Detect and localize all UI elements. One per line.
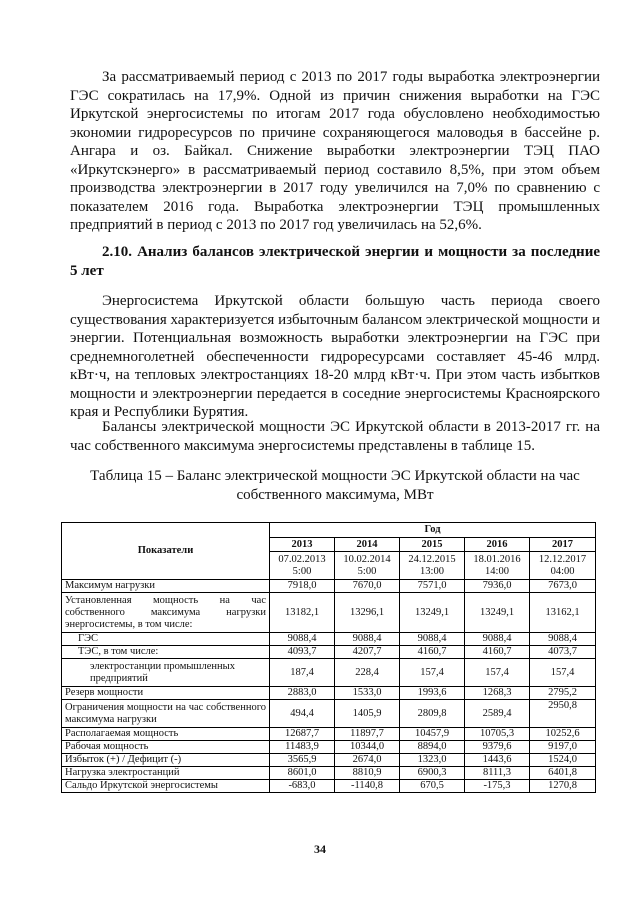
row-label: ГЭС (62, 633, 270, 646)
row-label: ТЭС, в том числе: (62, 646, 270, 659)
cell: 2674,0 (335, 754, 400, 767)
header-year: Год (270, 523, 596, 538)
cell: 8810,9 (335, 767, 400, 780)
table-row (62, 728, 596, 741)
row-label: Рабочая мощность (62, 741, 270, 754)
year-2013: 2013 (270, 538, 335, 552)
cell: 9088,4 (465, 633, 530, 646)
cell: 7936,0 (465, 580, 530, 593)
cell: 13249,1 (400, 593, 465, 633)
header-indicators: Показатели (62, 523, 270, 580)
row-label: Установленная мощность на час собственного максимума нагрузки энергосистемы, в том числе: (62, 593, 270, 633)
cell: -683,0 (270, 780, 335, 793)
cell: 8111,3 (465, 767, 530, 780)
row-label: Сальдо Иркутской энергосистемы (62, 780, 270, 793)
cell: 1533,0 (335, 687, 400, 700)
table-row (62, 700, 596, 728)
cell: 7673,0 (530, 580, 596, 593)
cell: 9197,0 (530, 741, 596, 754)
cell: 11483,9 (270, 741, 335, 754)
cell: 9088,4 (335, 633, 400, 646)
table-row (62, 687, 596, 700)
cell: 494,4 (270, 700, 335, 728)
cell: 228,4 (335, 659, 400, 687)
cell: 1405,9 (335, 700, 400, 728)
paragraph-table-reference: Балансы электрической мощности ЭС Иркутской области в 2013-2017 гг. на час собственного максимума энергосистемы представлены в таблице 15. (70, 419, 600, 454)
power-balance-table (61, 522, 596, 793)
table-row (62, 593, 596, 633)
page-number: 34 (314, 842, 326, 856)
cell: 1524,0 (530, 754, 596, 767)
cell: 8601,0 (270, 767, 335, 780)
cell: 9088,4 (270, 633, 335, 646)
cell: 7571,0 (400, 580, 465, 593)
cell: 2883,0 (270, 687, 335, 700)
peak-date-2014: 10.02.2014 5:00 (335, 552, 400, 580)
paragraph-generation-decline: За рассматриваемый период с 2013 по 2017 годы выработка электроэнергии ГЭС сократилась на 17,9%. Одной из причин снижения выработки на ГЭС Иркутской энергосистемы по итогам 2017 года обусловлено необходимостью экономии гидроресурсов по причине сохраняющегося маловодья в бассейне р. Ангара и оз. Байкал. Снижение выработки электроэнергии ТЭЦ ПАО «Иркутскэнерго» в рассматриваемый период составило 8,5%, при этом объем производства электроэнергии в 2017 году увеличился на 7,0% по сравнению с показателем 2016 года. Выработка электроэнергии ТЭЦ промышленных предприятий в период с 2013 по 2017 год увеличилась на 52,6%. (70, 69, 600, 233)
cell: 7918,0 (270, 580, 335, 593)
cell: 4207,7 (335, 646, 400, 659)
row-label: электростанции промышленных предприятий (62, 659, 270, 687)
cell: 12687,7 (270, 728, 335, 741)
cell: 6401,8 (530, 767, 596, 780)
cell: 10252,6 (530, 728, 596, 741)
row-label: Резерв мощности (62, 687, 270, 700)
paragraph-energy-system: Энергосистема Иркутской области большую часть периода своего существования характеризуется избыточным балансом электрической мощности и энергии. Потенциальная возможность выработки электроэнергии на ГЭС при среднемноголетней обеспеченности гидроресурсами составляет 45-46 млрд. кВт·ч, на тепловых электростанциях 18-20 млрд кВт·ч. При этом часть избытков мощности и электроэнергии передается в соседние энергосистемы Красноярского края и Республики Бурятия. (70, 293, 600, 420)
cell: 1443,6 (465, 754, 530, 767)
cell: 13182,1 (270, 593, 335, 633)
table-row (62, 580, 596, 593)
cell: 1270,8 (530, 780, 596, 793)
cell: 7670,0 (335, 580, 400, 593)
year-2014: 2014 (335, 538, 400, 552)
cell: 13162,1 (530, 593, 596, 633)
cell: 10705,3 (465, 728, 530, 741)
table-row (62, 659, 596, 687)
cell: 187,4 (270, 659, 335, 687)
table-row (62, 780, 596, 793)
cell: 10457,9 (400, 728, 465, 741)
row-label: Нагрузка электростанций (62, 767, 270, 780)
cell: 2795,2 (530, 687, 596, 700)
table-row (62, 646, 596, 659)
peak-date-2013: 07.02.2013 5:00 (270, 552, 335, 580)
cell: 4093,7 (270, 646, 335, 659)
cell: 9088,4 (400, 633, 465, 646)
cell: 670,5 (400, 780, 465, 793)
row-label: Располагаемая мощность (62, 728, 270, 741)
cell: 4160,7 (465, 646, 530, 659)
cell: 157,4 (530, 659, 596, 687)
cell: 13249,1 (465, 593, 530, 633)
cell: 157,4 (400, 659, 465, 687)
cell: 4160,7 (400, 646, 465, 659)
cell: 4073,7 (530, 646, 596, 659)
cell: 13296,1 (335, 593, 400, 633)
cell: 1993,6 (400, 687, 465, 700)
cell: 3565,9 (270, 754, 335, 767)
cell: 1323,0 (400, 754, 465, 767)
row-label: Ограничения мощности на час собственного максимума нагрузки (62, 700, 270, 728)
cell: 8894,0 (400, 741, 465, 754)
table-caption: Таблица 15 – Баланс электрической мощности ЭС Иркутской области на час собственного максимума, МВт (90, 468, 580, 503)
table-row (62, 633, 596, 646)
cell: 9088,4 (530, 633, 596, 646)
cell: 2809,8 (400, 700, 465, 728)
year-2015: 2015 (400, 538, 465, 552)
year-2017: 2017 (530, 538, 596, 552)
cell: -1140,8 (335, 780, 400, 793)
cell: 2950,8 (530, 700, 596, 728)
cell: 6900,3 (400, 767, 465, 780)
cell: 9379,6 (465, 741, 530, 754)
table-row (62, 754, 596, 767)
cell: 10344,0 (335, 741, 400, 754)
year-2016: 2016 (465, 538, 530, 552)
cell: 2589,4 (465, 700, 530, 728)
peak-date-2016: 18.01.2016 14:00 (465, 552, 530, 580)
cell: -175,3 (465, 780, 530, 793)
row-label: Избыток (+) / Дефицит (-) (62, 754, 270, 767)
peak-date-2015: 24.12.2015 13:00 (400, 552, 465, 580)
cell: 11897,7 (335, 728, 400, 741)
cell: 1268,3 (465, 687, 530, 700)
row-label: Максимум нагрузки (62, 580, 270, 593)
table-row (62, 767, 596, 780)
peak-date-2017: 12.12.2017 04:00 (530, 552, 596, 580)
section-heading: 2.10. Анализ балансов электрической энергии и мощности за последние 5 лет (70, 244, 600, 279)
cell: 157,4 (465, 659, 530, 687)
table-row (62, 741, 596, 754)
